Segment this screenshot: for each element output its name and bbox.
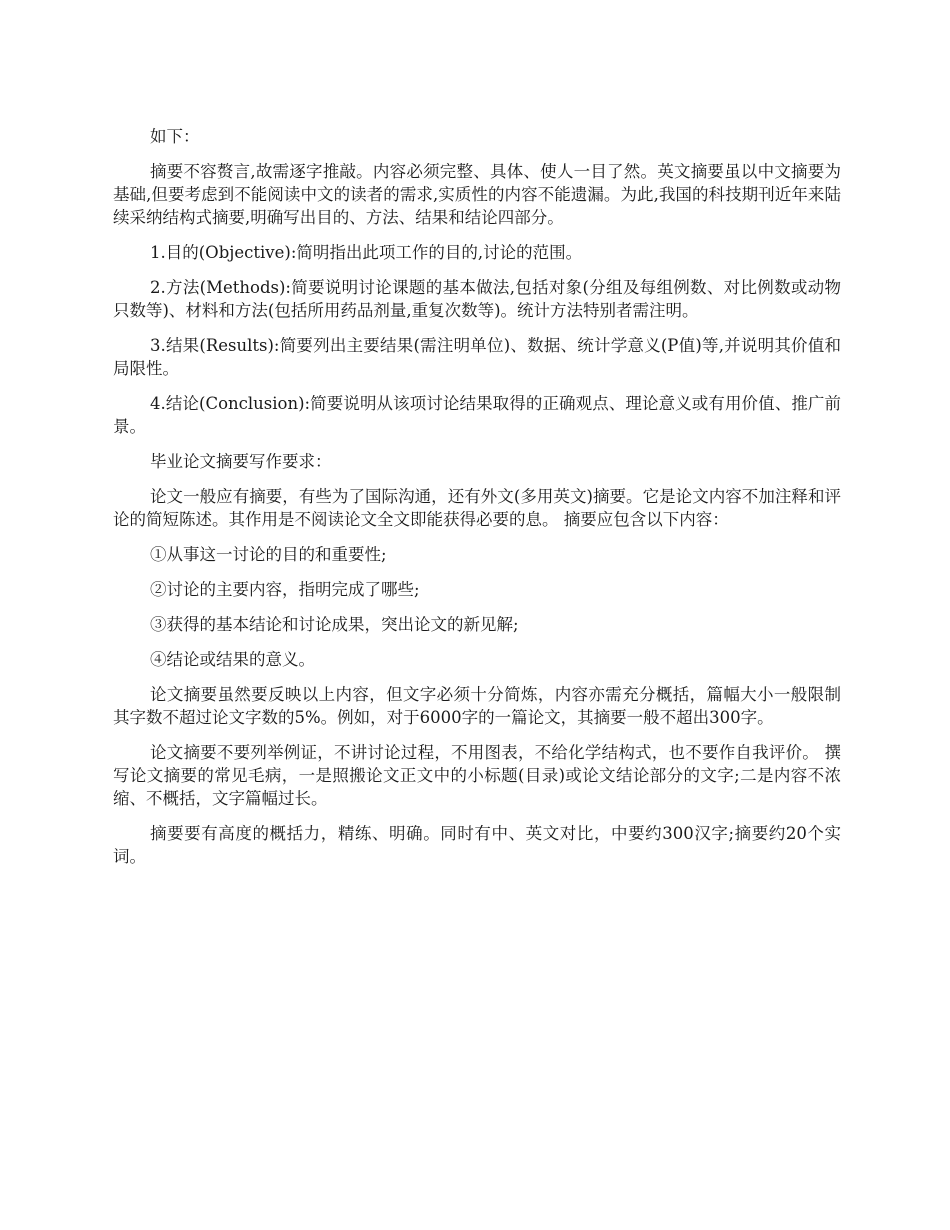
paragraph-methods: 2.方法(Methods):简要说明讨论课题的基本做法,包括对象(分组及每组例数、对比例数或动物只数等)、材料和方法(包括所用药品剂量,重复次数等)。统计方法特别者需注明。 — [113, 278, 841, 320]
list-item-1: ①从事这一讨论的目的和重要性; — [150, 545, 387, 564]
document-body — [113, 125, 841, 880]
paragraph-conclusion: 4.结论(Conclusion):简要说明从该项讨论结果取得的正确观点、理论意义或有用价值、推广前景。 — [113, 394, 841, 436]
list-item-2: ②讨论的主要内容，指明完成了哪些; — [150, 580, 420, 599]
paragraph-summary: 摘要要有高度的概括力，精练、明确。同时有中、英文对比，中要约300汉字;摘要约20个实词。 — [113, 824, 841, 866]
list-item-3: ③获得的基本结论和讨论成果，突出论文的新见解; — [150, 615, 519, 634]
paragraph-results: 3.结果(Results):简要列出主要结果(需注明单位)、数据、统计学意义(P值)等,并说明其价值和局限性。 — [113, 336, 841, 378]
paragraph-intro: 如下： — [150, 127, 200, 146]
paragraph-common-mistakes: 论文摘要不要列举例证，不讲讨论过程，不用图表，不给化学结构式，也不要作自我评价。 撰写论文摘要的常见毛病，一是照搬论文正文中的小标题(目录)或论文结论部分的文字;二是内容不浓缩、不概括，文字篇幅过长。 — [113, 743, 841, 808]
paragraph-length-limit: 论文摘要虽然要反映以上内容，但文字必须十分简炼，内容亦需充分概括，篇幅大小一般限制其字数不超过论文字数的5%。例如，对于6000字的一篇论文，其摘要一般不超出300字。 — [113, 685, 841, 727]
list-item-4: ④结论或结果的意义。 — [150, 650, 315, 669]
paragraph-abstract-requirements: 摘要不容赘言,故需逐字推敲。内容必须完整、具体、使人一目了然。英文摘要虽以中文摘要为基础,但要考虑到不能阅读中文的读者的需求,实质性的内容不能遗漏。为此,我国的科技期刊近年来陆续采纳结构式摘要,明确写出目的、方法、结果和结论四部分。 — [113, 162, 841, 227]
paragraph-section-heading: 毕业论文摘要写作要求： — [150, 452, 332, 471]
paragraph-general-requirement: 论文一般应有摘要，有些为了国际沟通，还有外文(多用英文)摘要。它是论文内容不加注释和评论的简短陈述。其作用是不阅读论文全文即能获得必要的息。 摘要应包含以下内容： — [113, 487, 841, 529]
paragraph-objective: 1.目的(Objective):简明指出此项工作的目的,讨论的范围。 — [150, 243, 583, 262]
